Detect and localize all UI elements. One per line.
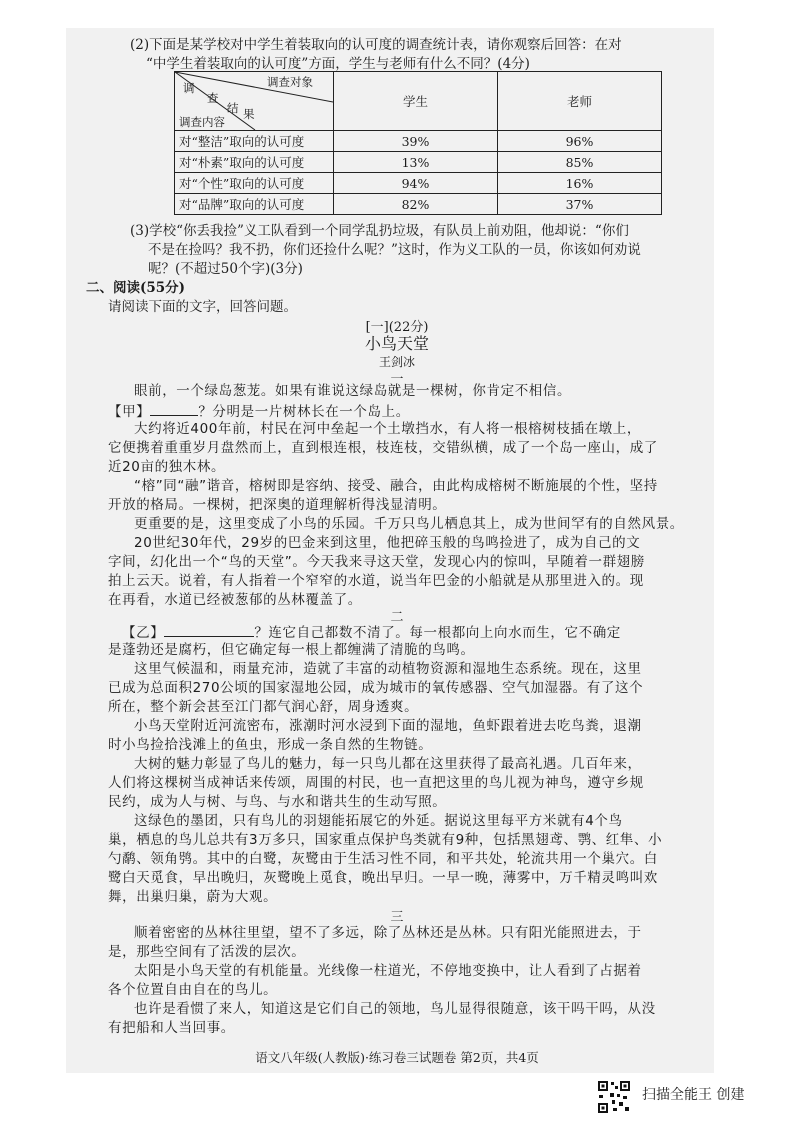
paragraph-line: 各个位置自由自在的鸟儿。 (108, 982, 278, 998)
table-row (175, 194, 662, 215)
paragraph-line: 开放的格局。一棵树，把深奥的道理解析得浅显清明。 (108, 497, 447, 513)
teacher-value: 85% (498, 152, 662, 173)
paragraph-line: 时小鸟捡拾浅滩上的鱼虫，形成一条自然的生物链。 (108, 737, 433, 753)
paragraph-line: 更重要的是，这里变成了小鸟的乐园。千万只鸟儿栖息其上，成为世间罕有的自然风景。 (134, 516, 684, 532)
paragraph-text: ？分明是一片树林长在一个岛上。 (198, 404, 410, 420)
paragraph-line: 小鸟天堂附近河流密布，涨潮时河水浸到下面的湿地，鱼虾跟着进去吃鸟粪，退潮 (134, 718, 642, 734)
paragraph-line: 顺着密密的丛林往里望，望不了多远，除了丛林还是丛林。只有阳光能照进去，于 (134, 925, 642, 941)
paragraph-line: 这绿色的墨团，只有鸟儿的羽翅能拓展它的外延。据说这里每平方米就有4个鸟 (134, 813, 623, 829)
paragraph-line: 民约，成为人与树、与鸟、与水和谐共生的生动写照。 (108, 794, 447, 810)
paragraph-line (122, 622, 621, 643)
question-2-line2: “中学生着装取向的认可度”方面，学生与老师有什么不同？(4分) (146, 56, 530, 72)
survey-table (174, 71, 662, 215)
table-row (175, 173, 662, 194)
blank-label-jia: 【甲】 (108, 404, 151, 420)
row-label: 对“个性”取向的认可度 (175, 173, 334, 194)
corner-label-char3: 结 (227, 101, 239, 115)
row-label: 对“品牌”取向的认可度 (175, 194, 334, 215)
paragraph-line: 大树的魅力彰显了鸟儿的魅力，每一只鸟儿都在这里获得了最高礼遇。几百年来， (134, 756, 642, 772)
paragraph-line: 已成为总面积270公顷的国家湿地公园，成为城市的氧传感器、空气加湿器。有了这个 (108, 680, 644, 696)
corner-label-char2: 查 (207, 91, 219, 105)
paragraph-line: 鹭白天觅食，早出晚归，灰鹭晚上觅食，晚出早归。一早一晚，薄雾中，万千精灵鸣叫欢 (108, 870, 658, 886)
paragraph-line: 字间，幻化出一个“鸟的天堂”。今天我来寻这天堂，发现心内的惊叫，早随着一群翅膀 (108, 554, 645, 570)
question-3-line2: 不是在捡吗？我不扔，你们还捡什么呢？”这时，作为义工队的一员，你该如何劝说 (148, 242, 641, 258)
teacher-value: 37% (498, 194, 662, 215)
paragraph-line: 是蓬勃还是腐朽，但它确定每一根上都缠满了清脆的鸟鸣。 (108, 642, 475, 658)
corner-label-object: 调查对象 (267, 75, 313, 89)
row-label: 对“整洁”取向的认可度 (175, 131, 334, 152)
part-number-three: 三 (390, 910, 404, 925)
student-value: 13% (334, 152, 498, 173)
paragraph-line: 巢，栖息的鸟儿总共有3万多只，国家重点保护鸟类就有9种，包括黑翅鸢、鹗、红隼、小 (108, 832, 663, 848)
answer-blank-jia (150, 401, 198, 416)
paragraph-line: 有把船和人当回事。 (108, 1020, 235, 1036)
paragraph-line: 勺鹬、领角鸮。其中的白鹭，灰鹭由于生活习性不同，和平共处，轮流共用一个巢穴。白 (108, 851, 658, 867)
paragraph-line: 也许是看惯了来人，知道这是它们自己的领地，鸟儿显得很随意，该干吗干吗，从没 (134, 1001, 656, 1017)
paragraph-line: 它便携着重重岁月盘然而上，直到根连根，枝连枝，交错纵横，成了一个岛一座山，成了 (108, 440, 658, 456)
paragraph-line: 20世纪30年代，29岁的巴金来到这里，他把碎玉般的鸟鸣捡进了，成为自己的文 (134, 535, 641, 551)
paragraph-text: ？连它自己都数不清了。每一根都向上向水而生，它不确定 (254, 625, 621, 641)
question-3-line3: 呢？(不超过50个字)(3分) (148, 261, 303, 277)
part-number-two: 二 (390, 610, 404, 625)
section-instruction: 请阅读下面的文字，回答问题。 (108, 299, 297, 315)
scanner-brand-text: 扫描全能王 创建 (642, 1087, 745, 1103)
page-footer: 语文八年级(人教版)·练习卷三试题卷 第2页，共4页 (255, 1050, 539, 1065)
row-label: 对“朴素”取向的认可度 (175, 152, 334, 173)
question-2-line1: (2)下面是某学校对中学生着装取向的认可度的调查统计表，请你观察后回答：在对 (130, 37, 622, 53)
paragraph-line: 舞，出巢归巢，蔚为大观。 (108, 889, 278, 905)
column-header-teacher: 老师 (498, 72, 662, 131)
part-number-one: 一 (390, 372, 404, 387)
table-header-row (175, 72, 662, 131)
passage-title: 小鸟天堂 (364, 334, 429, 353)
student-value: 94% (334, 173, 498, 194)
table-row (175, 152, 662, 173)
teacher-value: 96% (498, 131, 662, 152)
teacher-value: 16% (498, 173, 662, 194)
question-3-line1: (3)学校“你丢我捡”义工队看到一个同学乱扔垃圾，有队员上前劝阻，他却说：“你们 (130, 223, 629, 239)
passage-author: 王剑冰 (378, 355, 415, 369)
paragraph-line: 人们将这棵树当成神话来传颂，周围的村民，也一直把这里的鸟儿视为神鸟，遵守乡规 (108, 775, 644, 791)
paragraph-line (108, 401, 410, 422)
corner-label-content: 调查内容 (179, 115, 225, 129)
table-corner-cell (175, 72, 334, 131)
student-value: 39% (334, 131, 498, 152)
student-value: 82% (334, 194, 498, 215)
corner-label-char1: 调 (183, 81, 195, 95)
paragraph-line: 眼前，一个绿岛葱茏。如果有谁说这绿岛就是一棵树，你肯定不相信。 (134, 383, 572, 399)
paragraph-line: 在再看，水道已经被葱郁的丛林覆盖了。 (108, 592, 362, 608)
column-header-student: 学生 (334, 72, 498, 131)
qr-code-icon (597, 1080, 631, 1114)
paragraph-line: 太阳是小鸟天堂的有机能量。光线像一柱道光，不停地变换中，让人看到了占据着 (134, 963, 642, 979)
paragraph-line: 所在，整个新会甚至江门都气润心舒，周身透爽。 (108, 699, 419, 715)
paragraph-line: “榕”同“融”谐音，榕树即是容纳、接受、融合，由此构成榕树不断施展的个性，坚持 (134, 478, 658, 494)
corner-label-char4: 果 (243, 107, 255, 121)
passage-part-header: [一](22分) (365, 320, 429, 335)
paragraph-line: 近20亩的独木林。 (108, 459, 226, 475)
table-row (175, 131, 662, 152)
paragraph-line: 拍上云天。说着，有人指着一个窄窄的水道，说当年巴金的小船就是从那里进入的。现 (108, 573, 644, 589)
paragraph-line: 大约将近400年前，村民在河中垒起一个土墩挡水，有人将一根榕树枝插在墩上， (134, 421, 641, 437)
paragraph-line: 是，那些空间有了活泼的层次。 (108, 944, 306, 960)
section-title: 二、阅读(55分) (86, 280, 186, 296)
blank-label-yi: 【乙】 (122, 625, 165, 641)
paragraph-line: 这里气候温和，雨量充沛，造就了丰富的动植物资源和湿地生态系统。现在，这里 (134, 661, 642, 677)
answer-blank-yi (164, 622, 254, 637)
